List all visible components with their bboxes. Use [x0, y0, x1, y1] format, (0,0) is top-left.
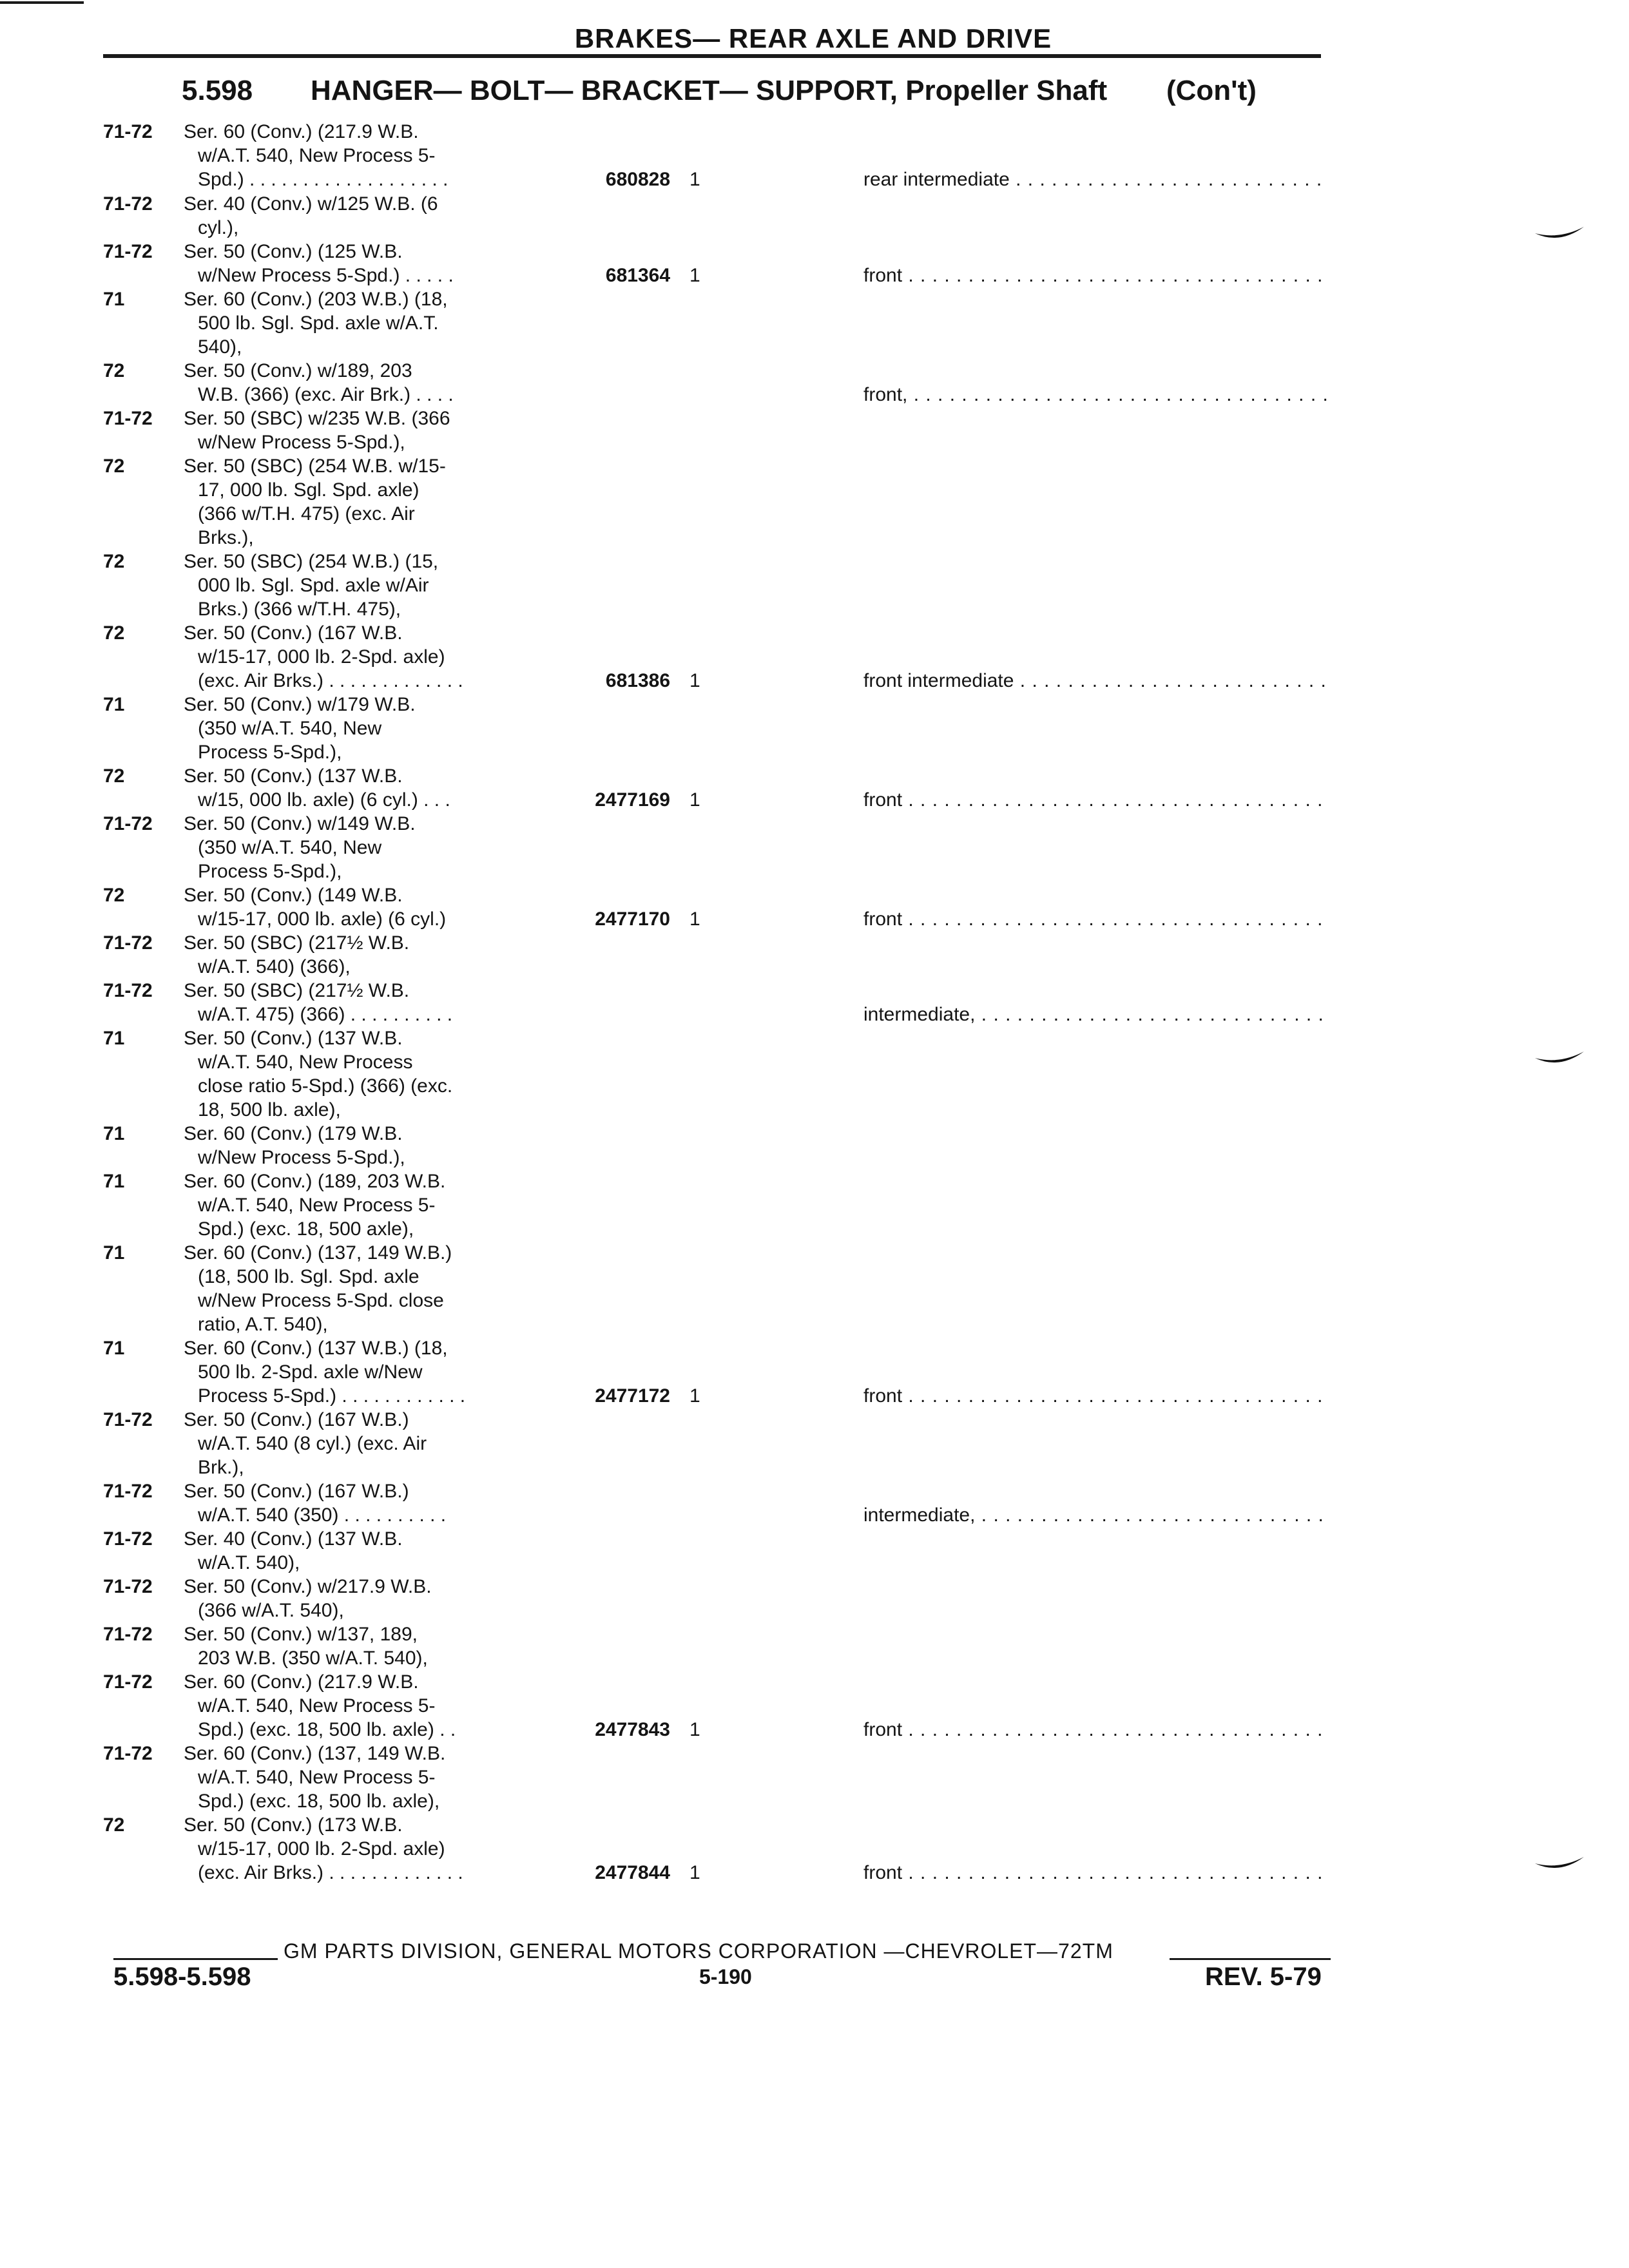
description-line: Ser. 60 (Conv.) (137, 149 W.B.)	[184, 1242, 452, 1264]
leader-dots	[975, 1504, 1327, 1526]
part-number: 2477172	[595, 1385, 670, 1407]
model-year: 72	[103, 360, 125, 381]
quantity: 1	[689, 1719, 700, 1740]
model-year: 71	[103, 1171, 125, 1192]
header-rule	[103, 54, 1321, 58]
quantity: 1	[689, 908, 700, 930]
position-note	[863, 669, 1327, 693]
quantity: 1	[689, 169, 700, 190]
description-line: w/New Process 5-Spd.),	[198, 432, 405, 453]
description-line: Ser. 50 (Conv.) w/189, 203	[184, 360, 412, 381]
application-description	[184, 120, 545, 191]
leader-dots	[902, 908, 1327, 930]
model-year: 71-72	[103, 1624, 153, 1645]
description-line: Ser. 50 (Conv.) (137 W.B.	[184, 765, 403, 787]
description-line: Ser. 50 (SBC) w/235 W.B. (366	[184, 408, 450, 429]
binder-mark	[1534, 226, 1585, 245]
position-note-text: front	[863, 265, 903, 286]
description-line: Ser. 50 (Conv.) (173 W.B.	[184, 1814, 403, 1836]
description-line: Ser. 40 (Conv.) w/125 W.B. (6	[184, 193, 438, 215]
footer-range: 5.598-5.598	[113, 1963, 251, 1991]
description-line: Ser. 50 (Conv.) (167 W.B.)	[184, 1481, 409, 1502]
description-line: w/New Process 5-Spd. close	[198, 1290, 444, 1311]
part-number: 681364	[605, 265, 670, 286]
description-line: 000 lb. Sgl. Spd. axle w/Air	[198, 575, 429, 596]
model-year: 71-72	[103, 1576, 153, 1597]
description-line: w/A.T. 540 (8 cyl.) (exc. Air	[198, 1433, 427, 1454]
description-line: (exc. Air Brks.) . . . . . . . . . . . . .	[198, 670, 463, 691]
description-line: w/A.T. 540, New Process 5-	[198, 145, 436, 166]
model-year: 71-72	[103, 1743, 153, 1764]
model-year: 71-72	[103, 1409, 153, 1430]
application-description	[184, 1336, 545, 1408]
footer-publisher: GM PARTS DIVISION, GENERAL MOTORS CORPORATION —CHEVROLET—72TM	[284, 1939, 1113, 1963]
position-note	[863, 1384, 1327, 1408]
description-line: (350 w/A.T. 540, New	[198, 837, 382, 858]
description-line: Ser. 50 (Conv.) (167 W.B.)	[184, 1409, 409, 1430]
quantity: 1	[689, 1862, 700, 1883]
position-note-text: front	[863, 789, 903, 811]
leader-dots	[1014, 670, 1327, 691]
application-description	[184, 1622, 545, 1670]
description-line: Process 5-Spd.),	[198, 742, 342, 763]
description-line: w/15-17, 000 lb. 2-Spd. axle)	[198, 646, 445, 668]
description-line: 18, 500 lb. axle),	[198, 1099, 341, 1120]
application-description	[184, 693, 545, 764]
application-description	[184, 1408, 545, 1479]
position-note-text: front intermediate	[863, 670, 1014, 691]
description-line: Process 5-Spd.) . . . . . . . . . . . .	[198, 1385, 466, 1407]
model-year: 71-72	[103, 932, 153, 954]
application-description	[184, 1479, 545, 1527]
position-note	[863, 1718, 1327, 1742]
part-number: 2477843	[595, 1719, 670, 1740]
model-year: 71	[103, 1123, 125, 1144]
section-title: BRAKES— REAR AXLE AND DRIVE	[574, 23, 1052, 53]
description-line: Ser. 50 (SBC) (254 W.B.) (15,	[184, 551, 439, 572]
description-line: Ser. 50 (Conv.) w/179 W.B.	[184, 694, 416, 715]
description-line: 203 W.B. (350 w/A.T. 540),	[198, 1648, 428, 1669]
description-line: w/15-17, 000 lb. axle) (6 cyl.)	[198, 908, 447, 930]
model-year: 71-72	[103, 1671, 153, 1693]
leader-dots	[1010, 169, 1327, 190]
description-line: w/A.T. 540, New Process 5-	[198, 1695, 436, 1716]
description-line: Ser. 60 (Conv.) (137 W.B.) (18,	[184, 1338, 448, 1359]
model-year: 71	[103, 694, 125, 715]
quantity: 1	[689, 265, 700, 286]
leader-dots	[902, 265, 1327, 286]
position-note-text: rear intermediate	[863, 169, 1010, 190]
description-line: w/A.T. 540 (350) . . . . . . . . . .	[198, 1504, 447, 1526]
description-line: close ratio 5-Spd.) (366) (exc.	[198, 1075, 453, 1097]
description-line: w/A.T. 540),	[198, 1552, 300, 1573]
part-number: 2477170	[595, 908, 670, 930]
position-note	[863, 264, 1327, 287]
description-line: Brk.),	[198, 1457, 244, 1478]
footer-revision: REV. 5-79	[1205, 1963, 1322, 1991]
description-line: 17, 000 lb. Sgl. Spd. axle)	[198, 479, 419, 501]
binder-mark	[1534, 1050, 1585, 1070]
part-number: 2477844	[595, 1862, 670, 1883]
application-description	[184, 1122, 545, 1169]
group-continued: (Con't)	[1166, 75, 1257, 106]
position-note	[863, 383, 1327, 407]
description-line: (366 w/A.T. 540),	[198, 1600, 344, 1621]
position-note-text: intermediate,	[863, 1004, 976, 1025]
description-line: 540),	[198, 336, 242, 358]
description-line: Ser. 60 (Conv.) (137, 149 W.B.	[184, 1743, 446, 1764]
position-note	[863, 168, 1327, 191]
model-year: 72	[103, 551, 125, 572]
description-line: Ser. 50 (SBC) (217½ W.B.	[184, 980, 410, 1001]
application-description	[184, 192, 545, 240]
model-year: 71-72	[103, 980, 153, 1001]
description-line: w/A.T. 475) (366) . . . . . . . . . .	[198, 1004, 453, 1025]
position-note	[863, 1503, 1327, 1527]
leader-dots	[902, 789, 1327, 811]
quantity: 1	[689, 789, 700, 811]
model-year: 72	[103, 1814, 125, 1836]
description-line: (366 w/T.H. 475) (exc. Air	[198, 503, 415, 524]
description-line: w/15, 000 lb. axle) (6 cyl.) . . .	[198, 789, 450, 811]
leader-dots	[975, 1004, 1327, 1025]
description-line: Ser. 50 (SBC) (254 W.B. w/15-	[184, 456, 446, 477]
description-line: Ser. 50 (Conv.) (125 W.B.	[184, 241, 403, 262]
model-year: 71	[103, 289, 125, 310]
description-line: (350 w/A.T. 540, New	[198, 718, 382, 739]
application-description	[184, 1813, 545, 1885]
model-year: 71-72	[103, 1528, 153, 1550]
model-year: 71-72	[103, 408, 153, 429]
description-line: Ser. 60 (Conv.) (203 W.B.) (18,	[184, 289, 448, 310]
description-line: w/A.T. 540, New Process 5-	[198, 1767, 436, 1788]
description-line: Process 5-Spd.),	[198, 861, 342, 882]
description-line: Ser. 40 (Conv.) (137 W.B.	[184, 1528, 403, 1550]
model-year: 72	[103, 622, 125, 644]
model-year: 71	[103, 1242, 125, 1264]
description-line: 500 lb. 2-Spd. axle w/New	[198, 1361, 423, 1383]
description-line: 500 lb. Sgl. Spd. axle w/A.T.	[198, 312, 439, 334]
part-number: 2477169	[595, 789, 670, 811]
position-note-text: front	[863, 1385, 903, 1407]
application-description	[184, 240, 545, 287]
page-number: 5-190	[699, 1965, 752, 1988]
description-line: Brks.) (366 w/T.H. 475),	[198, 599, 401, 620]
description-line: W.B. (366) (exc. Air Brk.) . . . .	[198, 384, 454, 405]
position-note-text: front	[863, 1719, 903, 1740]
description-line: w/A.T. 540, New Process 5-	[198, 1195, 436, 1216]
description-line: ratio, A.T. 540),	[198, 1314, 328, 1335]
description-line: Ser. 50 (Conv.) (149 W.B.	[184, 885, 403, 906]
model-year: 71	[103, 1338, 125, 1359]
description-line: Ser. 50 (Conv.) w/217.9 W.B.	[184, 1576, 432, 1597]
quantity: 1	[689, 1385, 700, 1407]
position-note	[863, 1003, 1327, 1026]
application-description	[184, 287, 545, 359]
application-description	[184, 1742, 545, 1813]
application-description	[184, 454, 545, 550]
leader-dots	[902, 1862, 1327, 1883]
description-line: (exc. Air Brks.) . . . . . . . . . . . . .	[198, 1862, 463, 1883]
model-year: 71-72	[103, 1481, 153, 1502]
position-note-text: intermediate,	[863, 1504, 976, 1526]
model-year: 71-72	[103, 241, 153, 262]
model-year: 71-72	[103, 813, 153, 834]
model-year: 71-72	[103, 193, 153, 215]
part-number: 680828	[605, 169, 670, 190]
application-description	[184, 812, 545, 883]
footer-rule-left	[113, 1958, 278, 1960]
application-description	[184, 1527, 545, 1575]
description-line: Ser. 60 (Conv.) (217.9 W.B.	[184, 121, 419, 142]
application-description	[184, 979, 545, 1026]
description-line: cyl.),	[198, 217, 239, 238]
application-description	[184, 407, 545, 454]
description-line: Spd.) (exc. 18, 500 axle),	[198, 1218, 414, 1240]
description-line: Ser. 60 (Conv.) (179 W.B.	[184, 1123, 403, 1144]
position-note-text: front	[863, 908, 903, 930]
application-description	[184, 359, 545, 407]
application-description	[184, 883, 545, 931]
description-line: Ser. 50 (Conv.) w/137, 189,	[184, 1624, 418, 1645]
application-description	[184, 1241, 545, 1336]
description-line: Spd.) (exc. 18, 500 lb. axle),	[198, 1791, 440, 1812]
application-description	[184, 764, 545, 812]
quantity: 1	[689, 670, 700, 691]
description-line: w/A.T. 540) (366),	[198, 956, 351, 977]
model-year: 72	[103, 765, 125, 787]
description-line: Ser. 60 (Conv.) (189, 203 W.B.	[184, 1171, 446, 1192]
description-line: Ser. 50 (Conv.) (137 W.B.	[184, 1028, 403, 1049]
model-year: 72	[103, 456, 125, 477]
position-note-text: front,	[863, 384, 908, 405]
description-line: Spd.) . . . . . . . . . . . . . . . . . . .	[198, 169, 448, 190]
model-year: 71	[103, 1028, 125, 1049]
part-number: 681386	[605, 670, 670, 691]
corner-rule	[0, 1, 84, 4]
model-year: 71-72	[103, 121, 153, 142]
application-description	[184, 1575, 545, 1622]
description-line: Ser. 50 (Conv.) (167 W.B.	[184, 622, 403, 644]
position-note	[863, 1861, 1327, 1885]
description-line: w/New Process 5-Spd.) . . . . .	[198, 265, 454, 286]
description-line: w/15-17, 000 lb. 2-Spd. axle)	[198, 1838, 445, 1860]
footer-rule-right	[1170, 1958, 1331, 1960]
description-line: Ser. 50 (Conv.) w/149 W.B.	[184, 813, 416, 834]
application-description	[184, 1026, 545, 1122]
model-year: 72	[103, 885, 125, 906]
description-line: Ser. 50 (SBC) (217½ W.B.	[184, 932, 410, 954]
leader-dots	[907, 384, 1327, 405]
description-line: Ser. 60 (Conv.) (217.9 W.B.	[184, 1671, 419, 1693]
description-line: Brks.),	[198, 527, 254, 548]
application-description	[184, 621, 545, 693]
application-description	[184, 931, 545, 979]
leader-dots	[902, 1385, 1327, 1407]
description-line: Spd.) (exc. 18, 500 lb. axle) . .	[198, 1719, 456, 1740]
description-line: (18, 500 lb. Sgl. Spd. axle	[198, 1266, 419, 1287]
application-description	[184, 550, 545, 621]
application-description	[184, 1670, 545, 1742]
position-note	[863, 907, 1327, 931]
group-number: 5.598	[182, 75, 253, 106]
leader-dots	[902, 1719, 1327, 1740]
description-line: w/A.T. 540, New Process	[198, 1052, 413, 1073]
position-note-text: front	[863, 1862, 903, 1883]
group-title: HANGER— BOLT— BRACKET— SUPPORT, Propeller Shaft	[311, 75, 1108, 106]
description-line: w/New Process 5-Spd.),	[198, 1147, 405, 1168]
application-description	[184, 1169, 545, 1241]
binder-mark	[1534, 1856, 1585, 1875]
position-note	[863, 788, 1327, 812]
